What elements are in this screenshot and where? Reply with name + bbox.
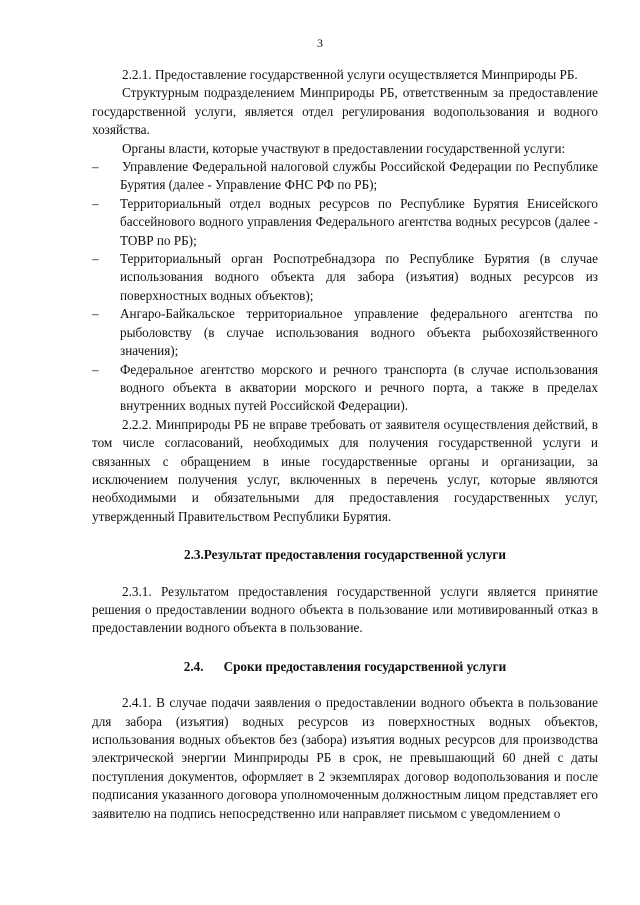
list-dash: – bbox=[92, 361, 99, 377]
paragraph-2-2-2: 2.2.2. Минприроды РБ не вправе требовать от заявителя осуществления действий, в том числе согласований, необходимых для получения государственной услуги и связанных с обращением в иные государственные органы и организации, за исключением получения услуг, включенных в перечень услуг, которые являются необходимыми и обязательными для предоставления государственных услуг, утвержденный Правительством Республики Бурятия. bbox=[92, 416, 598, 524]
paragraph-structural-unit: Структурным подразделением Минприроды РБ, ответственным за предоставление государственной услуги, является отдел регулирования водопользования и водного хозяйства. bbox=[92, 85, 598, 138]
list-dash: – bbox=[92, 251, 99, 267]
list-dash: – bbox=[92, 159, 99, 175]
list-item bbox=[92, 195, 598, 250]
paragraph-2-2-1: 2.2.1. Предоставление государственной услуги осуществляется Минприроды РБ. bbox=[122, 67, 578, 82]
section-heading-2-4 bbox=[92, 658, 598, 676]
page-number: 3 bbox=[317, 36, 323, 50]
list-item bbox=[92, 158, 598, 195]
paragraph-2-4-1: 2.4.1. В случае подачи заявления о предоставлении водного объекта в пользование для забора (изъятия) водных ресурсов из поверхностных водных объектов, использования водных объектов без (забора) изъятия водных ресурсов для производства электрической энергии Минприроды РБ в срок, не превышающий 60 дней с даты поступления документов, оформляет в 2 экземплярах договор водопользования и после подписания указанного договора уполномоченным должностным лицом представляет его заявителю на подпись непосредственно или направляет письмом с уведомлением о bbox=[92, 695, 598, 821]
list-item-text: Ангаро-Байкальское территориальное управление федерального агентства по рыболовству (в случае использования водного объекта рыбохозяйственного значения); bbox=[120, 306, 598, 359]
list-item-text: Территориальный отдел водных ресурсов по Республике Бурятия Енисейского бассейнового водного управления Федерального агентства водных ресурсов (далее - ТОВР по РБ); bbox=[120, 195, 598, 248]
section-heading-2-3: 2.3.Результат предоставления государственной услуги bbox=[183, 547, 507, 563]
document-body bbox=[92, 66, 598, 823]
list-item-text: Территориальный орган Роспотребнадзора по Республике Бурятия (в случае использования водного объекта для забора (изъятия) водных ресурсов из поверхностных водных объектов); bbox=[120, 251, 598, 303]
list-dash: – bbox=[92, 195, 99, 211]
section-heading-number: 2.4. bbox=[183, 658, 204, 674]
list-item bbox=[92, 361, 598, 416]
list-item bbox=[92, 250, 598, 305]
list-item-text: Управление Федеральной налоговой службы Российской Федерации по Республике Бурятия (далее - Управление ФНС РФ по РБ); bbox=[120, 159, 598, 193]
list-dash: – bbox=[92, 306, 99, 322]
paragraph-2-3-1: 2.3.1. Результатом предоставления государственной услуги является принятие решения о предоставлении водного объекта в пользование или мотивированный отказ в предоставлении водного объекта в пользование. bbox=[92, 583, 598, 636]
list-item-text: Федеральное агентство морского и речного транспорта (в случае использования водного объекта в акватории морского и речного порта, а также в пределах внутренних водных путей Российской Федерации). bbox=[120, 361, 598, 414]
paragraph-authorities: Органы власти, которые участвуют в предоставлении государственной услуги: bbox=[122, 140, 566, 156]
list-item bbox=[92, 305, 598, 360]
section-heading-text: Сроки предоставления государственной услуги bbox=[223, 658, 507, 674]
